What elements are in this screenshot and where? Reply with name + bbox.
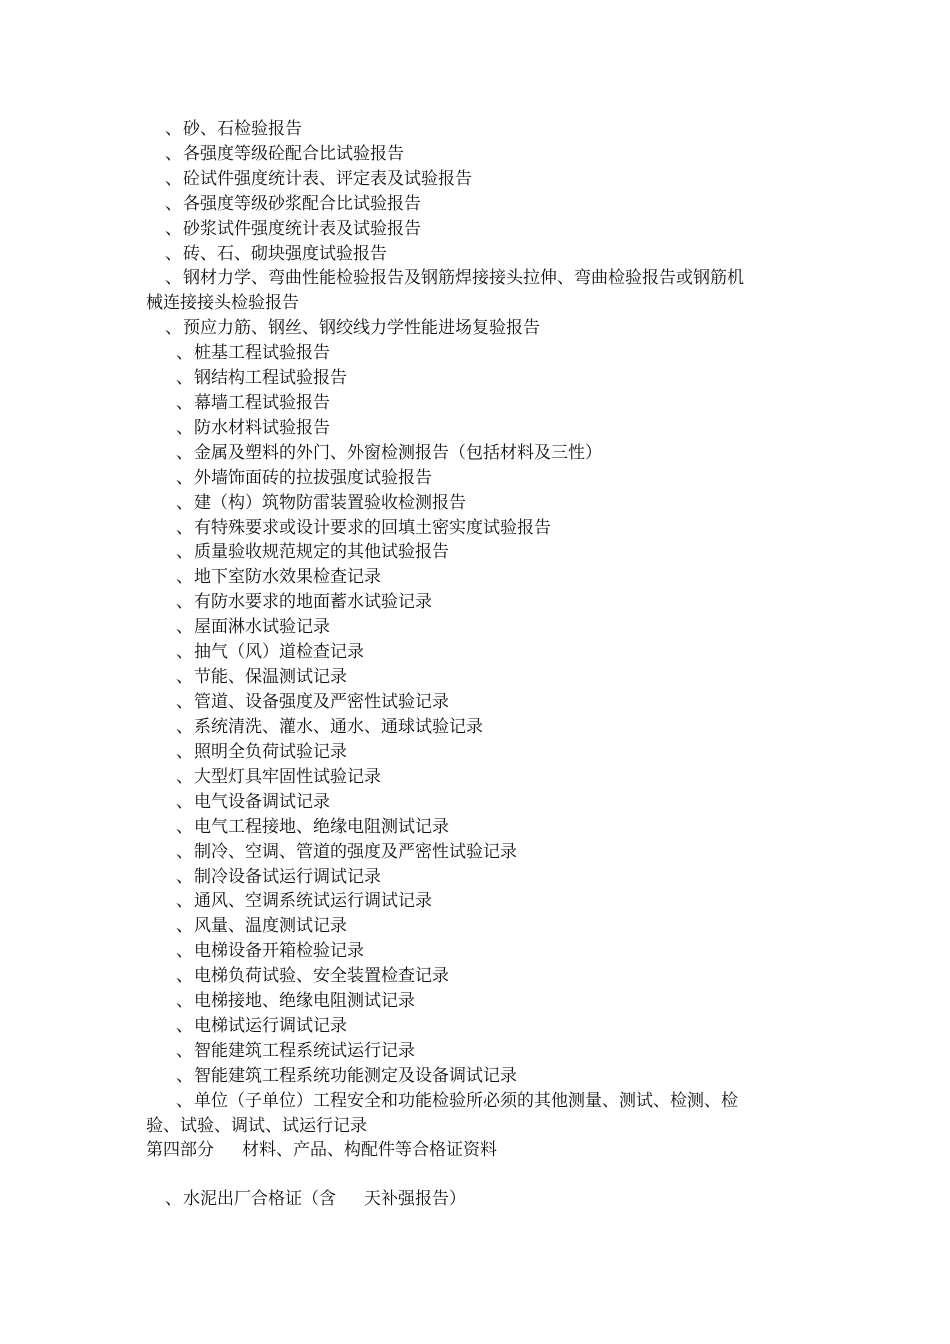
list-item (146, 740, 816, 765)
list-item (146, 1039, 816, 1064)
list-item-text: 砂、石检验报告 (183, 119, 302, 139)
list-item-text: 预应力筋、钢丝、钢绞线力学性能进场复验报告 (183, 318, 540, 338)
list-item-text: 系统清洗、灌水、通水、通球试验记录 (194, 716, 483, 737)
list-item-text: 电梯试运行调试记录 (194, 1016, 347, 1037)
list-item-text: 各强度等级砼配合比试验报告 (183, 143, 404, 164)
list-item-text: 单位（子单位）工程安全和功能检验所必须的其他测量、测试、检测、检 (194, 1091, 738, 1111)
list-item-text: 质量验收规范规定的其他试验报告 (194, 542, 449, 563)
list-separator: 、 (165, 119, 182, 139)
list-item-text: 抽气（风）道检查记录 (194, 642, 364, 663)
list-item-text: 外墙饰面砖的拉拔强度试验报告 (194, 467, 432, 488)
list-separator: 、 (176, 617, 193, 638)
list-separator: 、 (165, 143, 182, 164)
list-item (146, 540, 816, 565)
list-item (146, 466, 816, 491)
list-item-text: 通风、空调系统试运行调试记录 (194, 891, 432, 912)
list-item (146, 491, 816, 516)
list-item-text: 电梯负荷试验、安全装置检查记录 (194, 966, 449, 987)
list-item-text: 制冷设备试运行调试记录 (194, 866, 381, 887)
list-item-text: 砼试件强度统计表、评定表及试验报告 (183, 168, 472, 189)
list-separator: 、 (176, 716, 193, 737)
list-separator: 、 (176, 592, 193, 613)
list-item (146, 217, 816, 242)
list-separator: 、 (176, 442, 193, 463)
list-separator: 、 (165, 318, 182, 338)
list-separator: 、 (176, 766, 193, 787)
list-separator: 、 (176, 392, 193, 413)
list-item (146, 192, 816, 217)
list-item-text: 幕墙工程试验报告 (194, 392, 330, 413)
list-item-text: 电梯设备开箱检验记录 (194, 941, 364, 962)
list-item-text: 电气工程接地、绝缘电阻测试记录 (194, 816, 449, 837)
list-separator: 、 (176, 891, 193, 912)
list-item (146, 914, 816, 939)
list-item-text: 节能、保温测试记录 (194, 667, 347, 688)
list-separator: 、 (176, 816, 193, 837)
list-item (146, 939, 816, 964)
list-item-text: 钢结构工程试验报告 (194, 367, 347, 388)
list-item-text: 砖、石、砌块强度试验报告 (183, 243, 387, 264)
list-item-text: 各强度等级砂浆配合比试验报告 (183, 193, 421, 214)
list-item (146, 715, 816, 740)
list-item (146, 815, 816, 840)
list-item (146, 242, 816, 267)
list-separator: 、 (165, 168, 182, 189)
section-heading (146, 1138, 497, 1163)
list-item-text: 金属及塑料的外门、外窗检测报告（包括材料及三性） (194, 442, 602, 463)
list-item (146, 341, 816, 366)
list-item-text: 建（构）筑物防雷装置验收检测报告 (194, 492, 466, 513)
list-separator: 、 (165, 268, 182, 288)
list-separator: 、 (176, 417, 193, 438)
list-item-text: 有特殊要求或设计要求的回填土密实度试验报告 (194, 517, 551, 538)
list-separator: 、 (176, 741, 193, 762)
list-item (146, 1187, 816, 1212)
list-separator: 、 (176, 492, 193, 513)
list-separator: 、 (176, 542, 193, 563)
list-item-text: 智能建筑工程系统试运行记录 (194, 1041, 415, 1062)
list-separator: 、 (165, 218, 182, 239)
list-item-text: 地下室防水效果检查记录 (194, 567, 381, 588)
list-item (146, 615, 816, 640)
list-item (146, 565, 816, 590)
list-item-text: 砂浆试件强度统计表及试验报告 (183, 218, 421, 239)
list-item (146, 316, 816, 341)
list-item (146, 765, 816, 790)
section-part-label: 第四部分 (146, 1140, 214, 1160)
list-item (146, 964, 816, 989)
list-separator: 、 (176, 1065, 193, 1086)
list-item (146, 590, 816, 615)
list-item (146, 142, 816, 167)
list-separator: 、 (176, 841, 193, 862)
list-item (146, 441, 816, 466)
list-item (146, 1089, 816, 1114)
list-separator: 、 (176, 692, 193, 713)
list-separator: 、 (176, 791, 193, 812)
list-separator: 、 (165, 193, 182, 214)
list-item (146, 690, 816, 715)
list-separator: 、 (176, 916, 193, 937)
list-item-text: 电气设备调试记录 (194, 791, 330, 812)
list-item-text: 照明全负荷试验记录 (194, 741, 347, 762)
list-separator: 、 (176, 941, 193, 962)
list-item (146, 117, 816, 142)
list-item-text: 管道、设备强度及严密性试验记录 (194, 692, 449, 713)
list-separator: 、 (176, 866, 193, 887)
list-item-text: 智能建筑工程系统功能测定及设备调试记录 (194, 1065, 517, 1086)
list-item (146, 790, 816, 815)
list-item-text-right: 天补强报告） (364, 1189, 466, 1209)
list-separator: 、 (165, 243, 182, 264)
list-separator: 、 (176, 567, 193, 588)
list-item-continuation: 验、试验、调试、试运行记录 (146, 1116, 367, 1136)
list-item-text-left: 水泥出厂合格证（含 (183, 1189, 336, 1209)
list-separator: 、 (176, 966, 193, 987)
list-item (146, 865, 816, 890)
list-item-text: 屋面淋水试验记录 (194, 617, 330, 638)
list-separator: 、 (176, 1016, 193, 1037)
list-item (146, 889, 816, 914)
list-item (146, 840, 816, 865)
list-separator: 、 (176, 642, 193, 663)
list-item (146, 665, 816, 690)
list-item (146, 391, 816, 416)
section-title: 材料、产品、构配件等合格证资料 (242, 1140, 497, 1160)
list-item (146, 1064, 816, 1089)
list-separator: 、 (176, 367, 193, 388)
list-item-text: 大型灯具牢固性试验记录 (194, 766, 381, 787)
list-separator: 、 (176, 991, 193, 1012)
list-item-text: 电梯接地、绝缘电阻测试记录 (194, 991, 415, 1012)
list-item-text: 制冷、空调、管道的强度及严密性试验记录 (194, 841, 517, 862)
list-item-continuation: 械连接接头检验报告 (146, 293, 299, 313)
list-item (146, 640, 816, 665)
list-separator: 、 (176, 1091, 193, 1111)
list-item (146, 989, 816, 1014)
list-separator: 、 (176, 343, 193, 363)
list-item (146, 1014, 816, 1039)
list-item (146, 266, 816, 291)
list-item-text: 风量、温度测试记录 (194, 916, 347, 937)
list-item (146, 516, 816, 541)
list-item-text: 有防水要求的地面蓄水试验记录 (194, 592, 432, 613)
list-separator: 、 (176, 667, 193, 688)
list-separator: 、 (176, 467, 193, 488)
list-item (146, 366, 816, 391)
list-separator: 、 (176, 1041, 193, 1062)
list-item (146, 416, 816, 441)
list-item-text: 钢材力学、弯曲性能检验报告及钢筋焊接接头拉伸、弯曲检验报告或钢筋机 (183, 268, 744, 288)
list-separator: 、 (165, 1189, 182, 1209)
list-item-text: 桩基工程试验报告 (194, 343, 330, 363)
list-item (146, 167, 816, 192)
list-item-text: 防水材料试验报告 (194, 417, 330, 438)
list-separator: 、 (176, 517, 193, 538)
